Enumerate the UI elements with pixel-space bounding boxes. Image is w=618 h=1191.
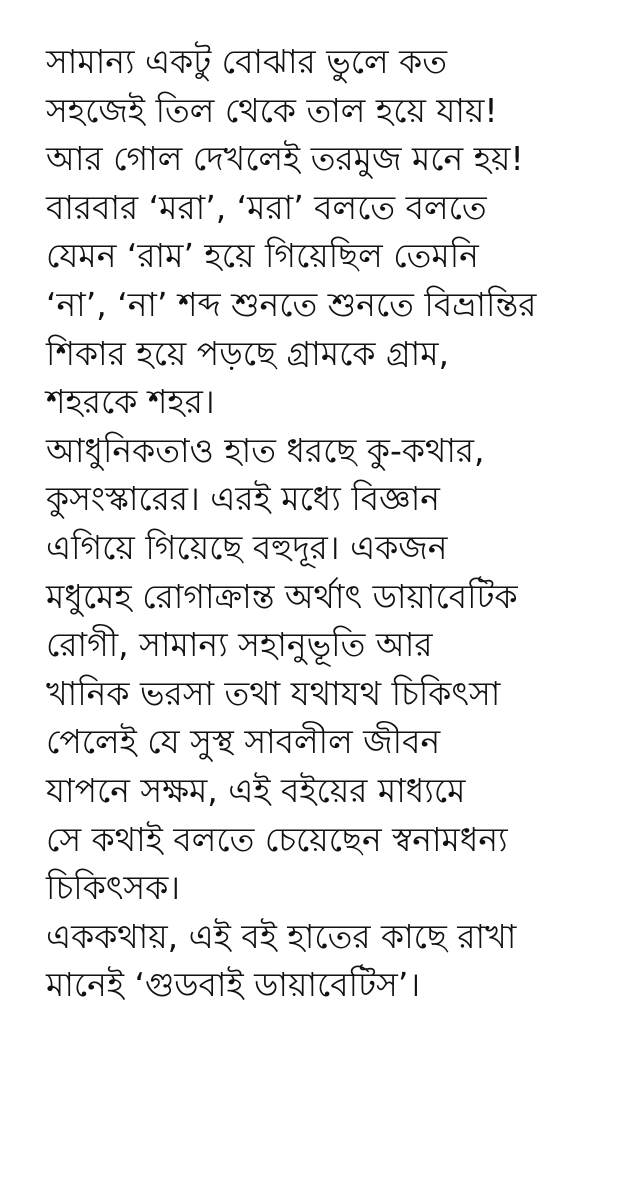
- text-line: আধুনিকতাও হাত ধরছে কু-কথার,: [46, 430, 485, 470]
- text-line: যাপনে সক্ষম, এই বইয়ের মাধ্যমে: [46, 770, 466, 810]
- text-line: বারবার ‘মরা’, ‘মরা’ বলতে বলতে: [46, 187, 487, 227]
- text-line: ‘না’, ‘না’ শব্দ শুনতে শুনতে বিভ্রান্তির: [46, 284, 537, 324]
- text-line: সে কথাই বলতে চেয়েছেন স্বনামধন্য: [46, 819, 508, 859]
- text-line: শহরকে শহর।: [46, 382, 215, 422]
- text-line: সহজেই তিল থেকে তাল হয়ে যায়!: [46, 90, 498, 130]
- text-line: আর গোল দেখলেই তরমুজ মনে হয়!: [46, 139, 524, 179]
- text-line: চিকিৎসক।: [46, 868, 181, 908]
- text-line: মানেই ‘গুডবাই ডায়াবেটিস’।: [46, 965, 421, 1005]
- text-line: যেমন ‘রাম’ হয়ে গিয়েছিল তেমনি: [46, 236, 479, 276]
- text-line: কুসংস্কারের। এরই মধ্যে বিজ্ঞান: [46, 479, 440, 519]
- text-line: রোগী, সামান্য সহানুভূতি আর: [46, 625, 433, 665]
- text-line: পেলেই যে সুস্থ সাবলীল জীবন: [46, 722, 441, 762]
- blurb-text: [46, 38, 606, 1010]
- text-line: এককথায়, এই বই হাতের কাছে রাখা: [46, 916, 517, 956]
- text-line: মধুমেহ রোগাক্রান্ত অর্থাৎ ডায়াবেটিক: [46, 576, 518, 616]
- text-line: শিকার হয়ে পড়ছে গ্রামকে গ্রাম,: [46, 333, 450, 373]
- text-line: সামান্য একটু বোঝার ভুলে কত: [46, 42, 447, 81]
- text-line: খানিক ভরসা তথা যথাযথ চিকিৎসা: [46, 673, 501, 713]
- text-line: এগিয়ে গিয়েছে বহুদূর। একজন: [46, 527, 448, 567]
